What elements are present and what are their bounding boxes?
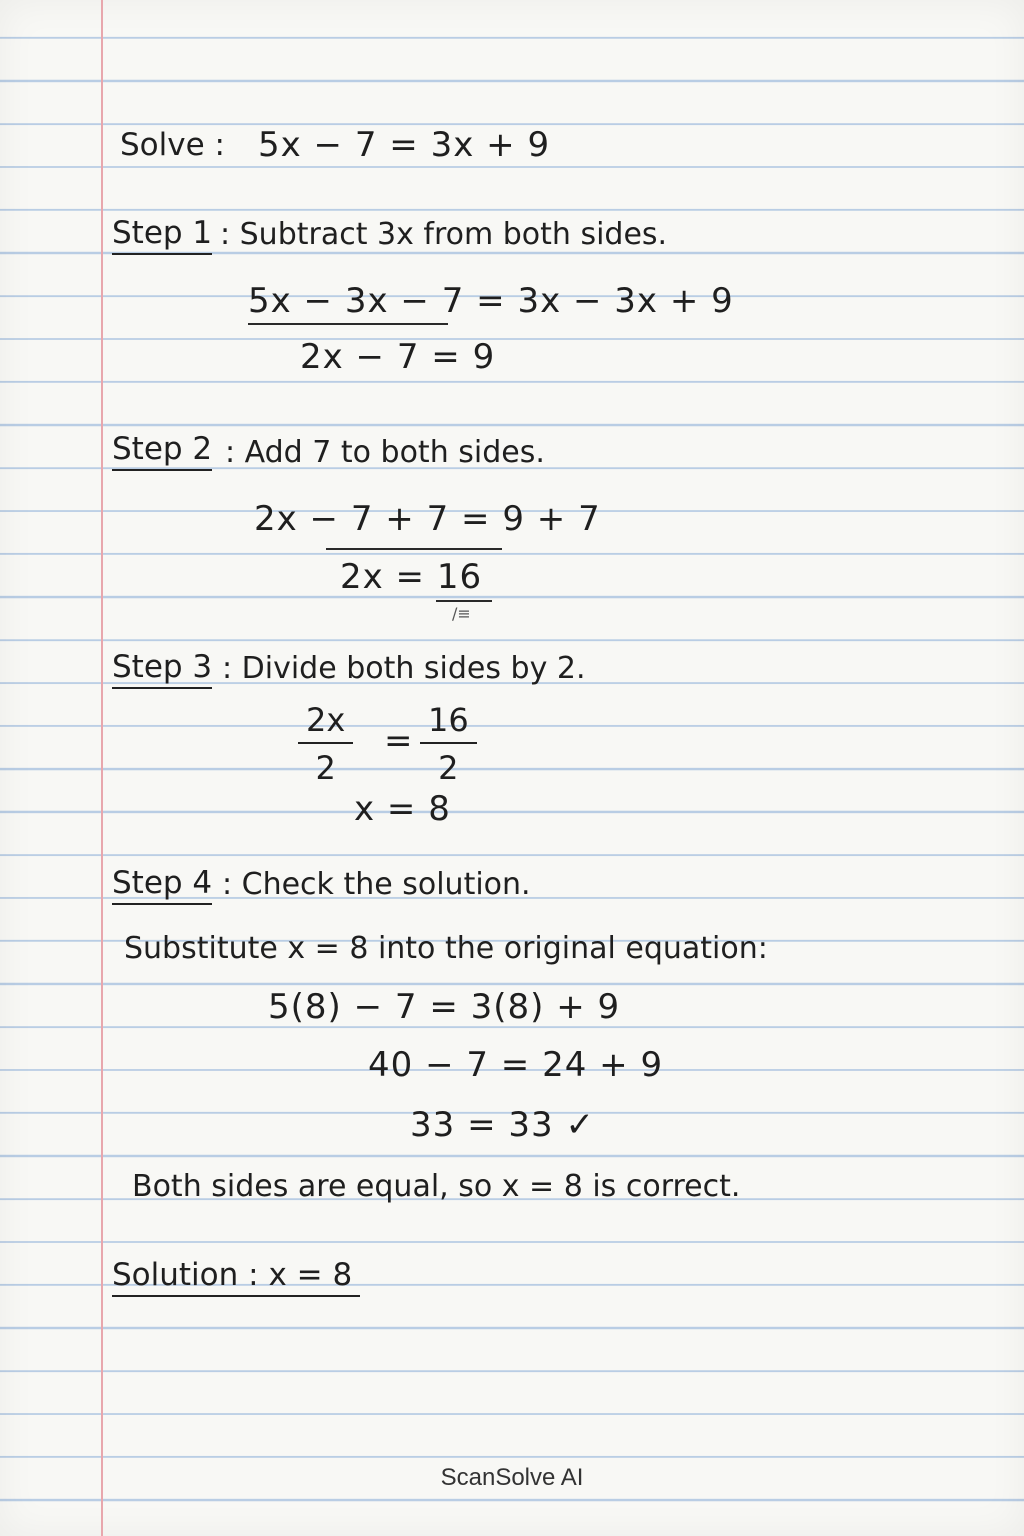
step4-line3: 33 = 33 ✓: [410, 1105, 595, 1145]
step2-line2: 2x = 16: [340, 557, 483, 597]
margin-line: [101, 0, 103, 1536]
footer-brand: ScanSolve AI: [440, 1464, 584, 1491]
left-numerator: 2x: [298, 704, 353, 744]
left-denominator: 2: [315, 749, 336, 787]
step1-text: : Subtract 3x from both sides.: [220, 217, 668, 252]
right-denominator: 2: [438, 749, 459, 787]
right-fraction: [420, 701, 477, 787]
step2-underline: [326, 548, 502, 550]
step4-text: : Check the solution.: [222, 867, 531, 902]
solution-line: Solution : x = 8: [112, 1260, 360, 1297]
step4-conclusion: Both sides are equal, so x = 8 is correct.: [132, 1169, 741, 1204]
step1-line1: 5x − 3x − 7 = 3x − 3x + 9: [248, 281, 734, 321]
step1-underline: [248, 323, 448, 325]
solve-label: Solve :: [120, 127, 225, 163]
step3-text: : Divide both sides by 2.: [222, 651, 586, 686]
problem-equation: 5x − 7 = 3x + 9: [258, 125, 551, 165]
step1-label: Step 1: [112, 218, 212, 255]
step4-label: Step 4: [112, 868, 212, 905]
step3-label: Step 3: [112, 652, 212, 689]
step1-line2: 2x − 7 = 9: [300, 337, 496, 377]
fraction-equals: =: [384, 721, 414, 761]
step4-line2: 40 − 7 = 24 + 9: [368, 1045, 664, 1085]
step2-result-underline: [436, 600, 492, 602]
step4-line1: 5(8) − 7 = 3(8) + 9: [268, 987, 621, 1027]
step2-label: Step 2: [112, 434, 212, 471]
right-numerator: 16: [420, 704, 477, 744]
step2-line1: 2x − 7 + 7 = 9 + 7: [254, 499, 601, 539]
scribble-mark: /≡: [452, 604, 471, 623]
left-fraction: [298, 701, 353, 787]
step2-text: : Add 7 to both sides.: [225, 435, 545, 470]
step4-intro: Substitute x = 8 into the original equation:: [124, 931, 768, 966]
step3-result: x = 8: [354, 789, 451, 829]
